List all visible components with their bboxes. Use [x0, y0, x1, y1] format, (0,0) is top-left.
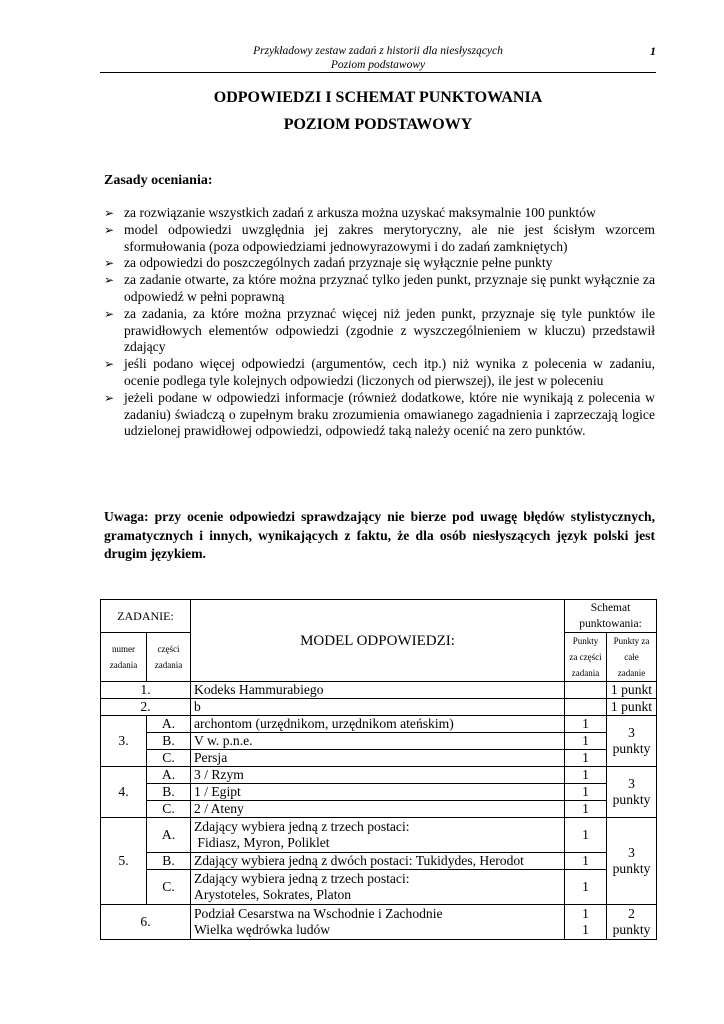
- table-row: [101, 733, 657, 750]
- task-number: 4.: [101, 767, 147, 818]
- part-points-cell: 1: [565, 801, 607, 818]
- part-label: A.: [147, 818, 191, 853]
- rule-item: ➢ jeśli podano więcej odpowiedzi (argumentów, cech itp.) niż wynika z polecenia w zadaniu, ocenie podlega tyle kolejnych odpowiedzi (liczonych od pierwszej), ile jest w poleceniu: [104, 356, 655, 388]
- rule-item: ➢ jeżeli podane w odpowiedzi informacje (również dodatkowe, które nie wynikają z polecenia w zadaniu) świadczą o zupełnym braku zrozumienia omawianego zagadnienia i zaprzeczają logice udzielonej prawidłowej odpowiedzi, odpowiedź taką należy ocenić na zero punktów.: [104, 389, 655, 439]
- task-number: 6.: [101, 905, 191, 940]
- answer-cell: Podział Cesarstwa na Wschodnie i Zachodnie Wielka wędrówka ludów: [191, 905, 565, 940]
- part-label: B.: [147, 733, 191, 750]
- part-points-cell: [565, 682, 607, 699]
- table-row: [101, 870, 657, 905]
- arrow-bullet-icon: ➢: [104, 357, 115, 372]
- total-points-cell: 1 punkt: [607, 699, 657, 716]
- answer-key-table: [100, 599, 657, 940]
- answer-cell: archontom (urzędnikom, urzędnikom ateńskim): [191, 716, 565, 733]
- arrow-bullet-icon: ➢: [104, 306, 115, 321]
- total-points-cell: 3 punkty: [607, 818, 657, 905]
- answer-cell: Zdający wybiera jedną z trzech postaci: Arystoteles, Sokrates, Platon: [191, 870, 565, 905]
- col-header-pkt-czesci: Punkty za części zadania: [565, 633, 607, 682]
- running-header: [100, 44, 656, 72]
- part-points-cell: [565, 699, 607, 716]
- page-number: 1: [650, 44, 656, 58]
- table-row: [101, 767, 657, 784]
- part-points-cell: 1: [565, 733, 607, 750]
- rule-item: ➢ model odpowiedzi uwzględnia jej zakres merytoryczny, ale nie jest ścisłym wzorcem sformułowania (poza odpowiedziami jednowyrazowymi i do zadań zamkniętych): [104, 221, 655, 254]
- table-row: [101, 818, 657, 853]
- col-header-pkt-cale: Punkty za całe zadanie: [607, 633, 657, 682]
- part-label: C.: [147, 750, 191, 767]
- part-points-cell: 1: [565, 784, 607, 801]
- part-points-cell: 1: [565, 767, 607, 784]
- table-row: [101, 750, 657, 767]
- part-points-cell: 1: [565, 870, 607, 905]
- part-points-cell: 1: [565, 716, 607, 733]
- task-number: 2.: [101, 699, 191, 716]
- table-row: [101, 853, 657, 870]
- rule-item: ➢ za zadania, za które można przyznać więcej niż jeden punkt, przyznaje się tyle punktów ile prawidłowych elementów odpowiedzi (zgodnie z wyszczególnieniem w kluczu) przedstawił zdający: [104, 305, 655, 355]
- task-number: 3.: [101, 716, 147, 767]
- table-row: [101, 699, 657, 716]
- answer-cell: 1 / Egipt: [191, 784, 565, 801]
- arrow-bullet-icon: ➢: [104, 206, 115, 220]
- header-line-1: Przykładowy zestaw zadań z historii dla niesłyszących: [253, 45, 503, 57]
- answer-cell: Kodeks Hammurabiego: [191, 682, 565, 699]
- part-label: C.: [147, 870, 191, 905]
- answer-cell: V w. p.n.e.: [191, 733, 565, 750]
- answer-cell: 3 / Rzym: [191, 767, 565, 784]
- total-points-cell: 1 punkt: [607, 682, 657, 699]
- col-header-schemat: Schemat punktowania:: [565, 600, 657, 633]
- col-header-zadanie: ZADANIE:: [101, 600, 191, 633]
- arrow-bullet-icon: ➢: [104, 256, 115, 271]
- grading-note: Uwaga: przy ocenie odpowiedzi sprawdzający nie bierze pod uwagę błędów stylistycznych, gramatycznych i innych, wynikających z faktu, że dla osób niesłyszących język polski jest drugim językiem.: [104, 509, 655, 561]
- header-line-2: Poziom podstawowy: [330, 59, 426, 71]
- part-label: B.: [147, 853, 191, 870]
- table-row: [101, 682, 657, 699]
- part-label: B.: [147, 784, 191, 801]
- table-row: [101, 905, 657, 940]
- part-label: A.: [147, 767, 191, 784]
- table-row: [101, 784, 657, 801]
- answer-cell: Zdający wybiera jedną z trzech postaci: Fidiasz, Myron, Poliklet: [191, 818, 565, 853]
- total-points-cell: 3 punkty: [607, 767, 657, 818]
- total-points-cell: 2 punkty: [607, 905, 657, 940]
- answer-cell: b: [191, 699, 565, 716]
- part-points-cell: 1 1: [565, 905, 607, 940]
- part-label: C.: [147, 801, 191, 818]
- task-number: 5.: [101, 818, 147, 905]
- rules-heading: Zasady oceniania:: [104, 173, 213, 188]
- part-points-cell: 1: [565, 818, 607, 853]
- task-number: 1.: [101, 682, 191, 699]
- rule-item: ➢ za odpowiedzi do poszczególnych zadań przyznaje się wyłącznie pełne punkty: [104, 255, 553, 271]
- document-subtitle: POZIOM PODSTAWOWY: [283, 116, 473, 133]
- table-row: [101, 801, 657, 818]
- rule-item: ➢ za rozwiązanie wszystkich zadań z arkusza można uzyskać maksymalnie 100 punktów: [104, 205, 596, 220]
- part-label: A.: [147, 716, 191, 733]
- col-header-czesci: części zadania: [147, 633, 191, 682]
- col-header-model: MODEL ODPOWIEDZI:: [191, 600, 565, 682]
- document-title: ODPOWIEDZI I SCHEMAT PUNKTOWANIA: [213, 89, 543, 106]
- answer-cell: 2 / Ateny: [191, 801, 565, 818]
- arrow-bullet-icon: ➢: [104, 390, 115, 405]
- arrow-bullet-icon: ➢: [104, 222, 115, 237]
- rule-item: ➢ za zadanie otwarte, za które można przyznać tylko jeden punkt, przyznaje się punkt wyłącznie za odpowiedź w pełni poprawną: [104, 272, 655, 304]
- arrow-bullet-icon: ➢: [104, 273, 115, 288]
- rules-list: [104, 205, 655, 440]
- answer-cell: Persja: [191, 750, 565, 767]
- header-divider: [100, 72, 656, 73]
- part-points-cell: 1: [565, 750, 607, 767]
- col-header-numer: numer zadania: [101, 633, 147, 682]
- table-row: [101, 716, 657, 733]
- total-points-cell: 3 punkty: [607, 716, 657, 767]
- answer-cell: Zdający wybiera jedną z dwóch postaci: Tukidydes, Herodot: [191, 853, 565, 870]
- part-points-cell: 1: [565, 853, 607, 870]
